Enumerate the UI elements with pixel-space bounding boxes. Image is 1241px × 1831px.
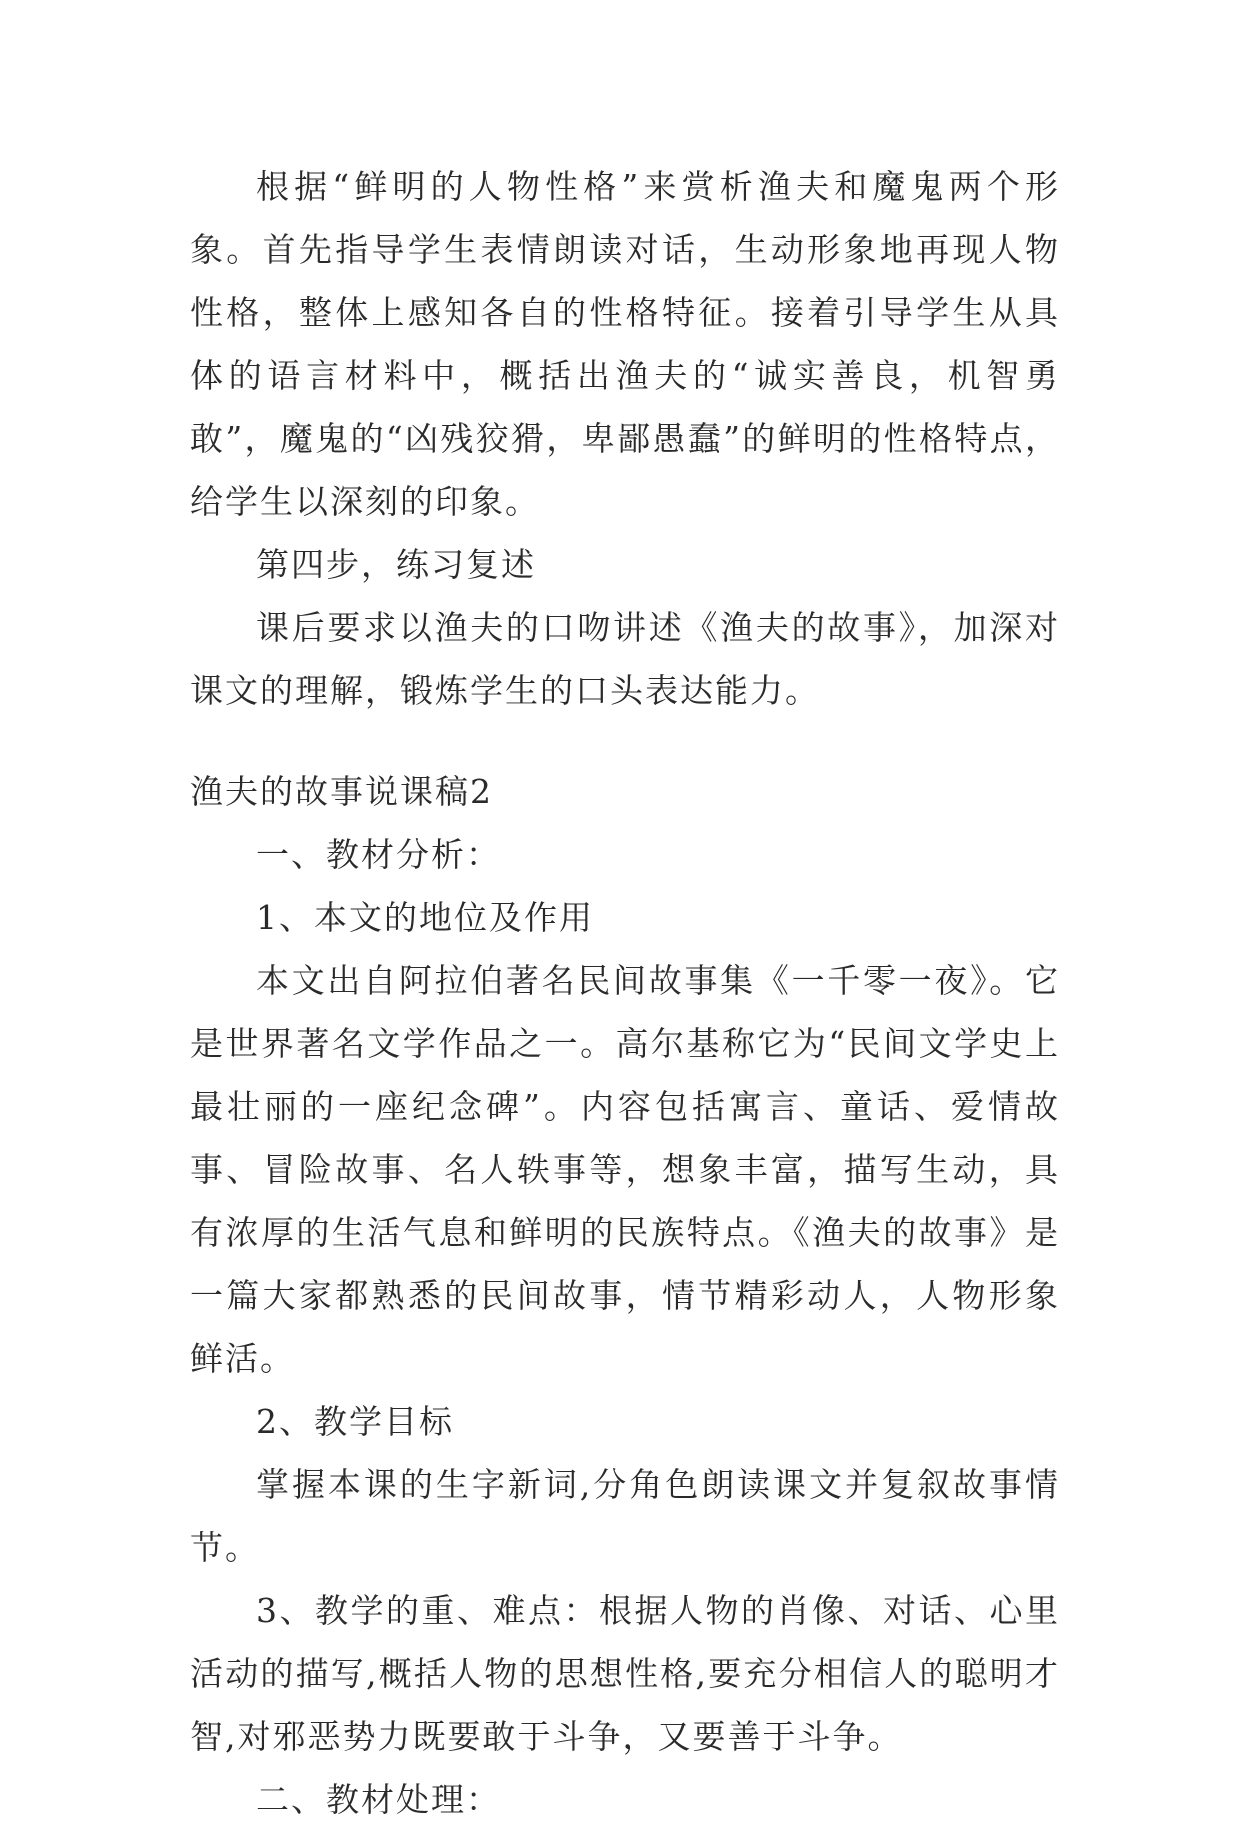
paragraph-step-four: 第四步，练习复述 <box>256 545 536 584</box>
heading-material-processing: 二、教材处理： <box>256 1780 501 1819</box>
heading-teaching-goals: 2、教学目标 <box>256 1402 454 1441</box>
paragraph-key-points: 3、教学的重、难点：根据人物的肖像、对话、心里活动的描写,概括人物的思想性格,要充分相信人的聪明才智,对邪恶势力既要敢于斗争，又要善于斗争。 <box>190 1591 1060 1756</box>
paragraph-goals: 掌握本课的生字新词,分角色朗读课文并复叙故事情节。 <box>190 1465 1060 1567</box>
heading-status-role: 1、本文的地位及作用 <box>256 898 594 937</box>
section-title: 渔夫的故事说课稿2 <box>190 772 493 811</box>
paragraph-retelling: 课后要求以渔夫的口吻讲述《渔夫的故事》，加深对课文的理解，锻炼学生的口头表达能力。 <box>190 608 1060 710</box>
heading-material-analysis: 一、教材分析： <box>256 835 501 874</box>
paragraph-character-analysis: 根据“鲜明的人物性格”来赏析渔夫和魔鬼两个形象。首先指导学生表情朗读对话，生动形象地再现人物性格，整体上感知各自的性格特征。接着引导学生从具体的语言材料中，概括出渔夫的“诚实善良，机智勇敢”，魔鬼的“凶残狡猾，卑鄙愚蠢”的鲜明的性格特点，给学生以深刻的印象。 <box>190 167 1060 521</box>
document-body <box>190 155 1060 1831</box>
paragraph-source: 本文出自阿拉伯著名民间故事集《一千零一夜》。它是世界著名文学作品之一。高尔基称它为“民间文学史上最壮丽的一座纪念碑”。内容包括寓言、童话、爱情故事、冒险故事、名人轶事等，想象丰富，描写生动，具有浓厚的生活气息和鲜明的民族特点。《渔夫的故事》是一篇大家都熟悉的民间故事，情节精彩动人，人物形象鲜活。 <box>190 961 1060 1378</box>
